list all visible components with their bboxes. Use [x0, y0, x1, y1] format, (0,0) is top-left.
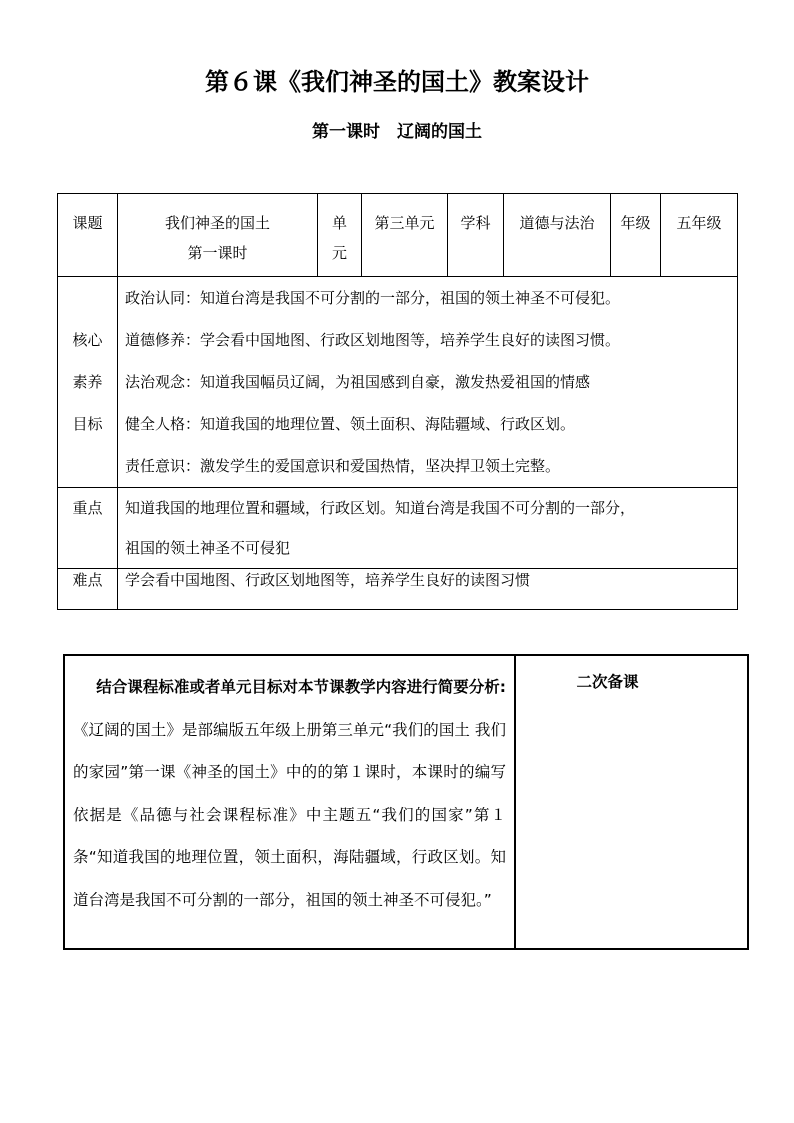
goals-row — [58, 277, 738, 488]
unit-value-cell: 第三单元 — [362, 194, 448, 277]
second-prep-cell — [515, 655, 748, 949]
goals-label-3: 目标 — [72, 415, 103, 433]
page-title: 第６课《我们神圣的国土》教案设计 — [205, 68, 589, 96]
analysis-body: 《辽阔的国土》是部编版五年级上册第三单元“我们的国土 我们的家园”第一课《神圣的国土》中的的第１课时，本课时的编写依据是《品德与社会课程标准》中主题五“我们的国家”第１条“知道我国的地理位置，领土面积，海陆疆域，行政区划。知道台湾是我国不可分割的一部分，祖国的领土神圣不可侵犯。” — [73, 720, 506, 909]
page-subtitle: 第一课时 辽阔的国土 — [312, 122, 482, 142]
key-point-row — [58, 488, 738, 569]
subject-value-cell: 道德与法治 — [504, 194, 611, 277]
key-point-content — [118, 488, 738, 569]
goal-item: 法治观念：知道我国幅员辽阔，为祖国感到自豪，激发热爱祖国的情感 — [125, 373, 591, 391]
unit-label-2: 元 — [331, 244, 347, 262]
second-prep-label: 二次备课 — [576, 673, 639, 691]
key-point-label: 重点 — [58, 488, 118, 569]
difficulty-label: 难点 — [58, 569, 118, 610]
unit-label-1: 单 — [331, 214, 347, 232]
goals-label-1: 核心 — [72, 331, 103, 349]
info-row — [58, 194, 738, 277]
topic-line2: 第一课时 — [187, 244, 248, 262]
topic-label-cell: 课题 — [58, 194, 118, 277]
grade-label-cell: 年级 — [611, 194, 661, 277]
topic-line1: 我们神圣的国土 — [164, 214, 270, 232]
topic-value-cell — [118, 194, 318, 277]
goal-item: 健全人格：知道我国的地理位置、领土面积、海陆疆域、行政区划。 — [125, 415, 576, 433]
goals-content-cell — [118, 277, 738, 488]
difficulty-content: 学会看中国地图、行政区划地图等，培养学生良好的读图习惯 — [118, 569, 738, 610]
analysis-cell — [64, 655, 515, 949]
goal-item: 政治认同：知道台湾是我国不可分割的一部分，祖国的领土神圣不可侵犯。 — [125, 289, 621, 307]
difficulty-row — [58, 569, 738, 610]
analysis-table — [63, 654, 749, 950]
goal-item: 责任意识：激发学生的爱国意识和爱国热情，坚决捍卫领土完整。 — [125, 457, 561, 475]
key-point-line1: 知道我国的地理位置和疆域，行政区划。知道台湾是我国不可分割的一部分， — [125, 499, 636, 517]
lesson-info-table — [57, 193, 738, 610]
key-point-line2: 祖国的领土神圣不可侵犯 — [125, 539, 291, 557]
analysis-heading-2: 要分析: — [453, 678, 506, 696]
goals-label-2: 素养 — [72, 373, 103, 391]
unit-label-cell — [318, 194, 362, 277]
goal-item: 道德修养：学会看中国地图、行政区划地图等，培养学生良好的读图习惯。 — [125, 331, 621, 349]
grade-value-cell: 五年级 — [661, 194, 738, 277]
subject-label-cell: 学科 — [448, 194, 504, 277]
goals-label-cell — [58, 277, 118, 488]
analysis-heading: 结合课程标准或者单元目标对本节课教学内容进行简 — [96, 678, 454, 696]
